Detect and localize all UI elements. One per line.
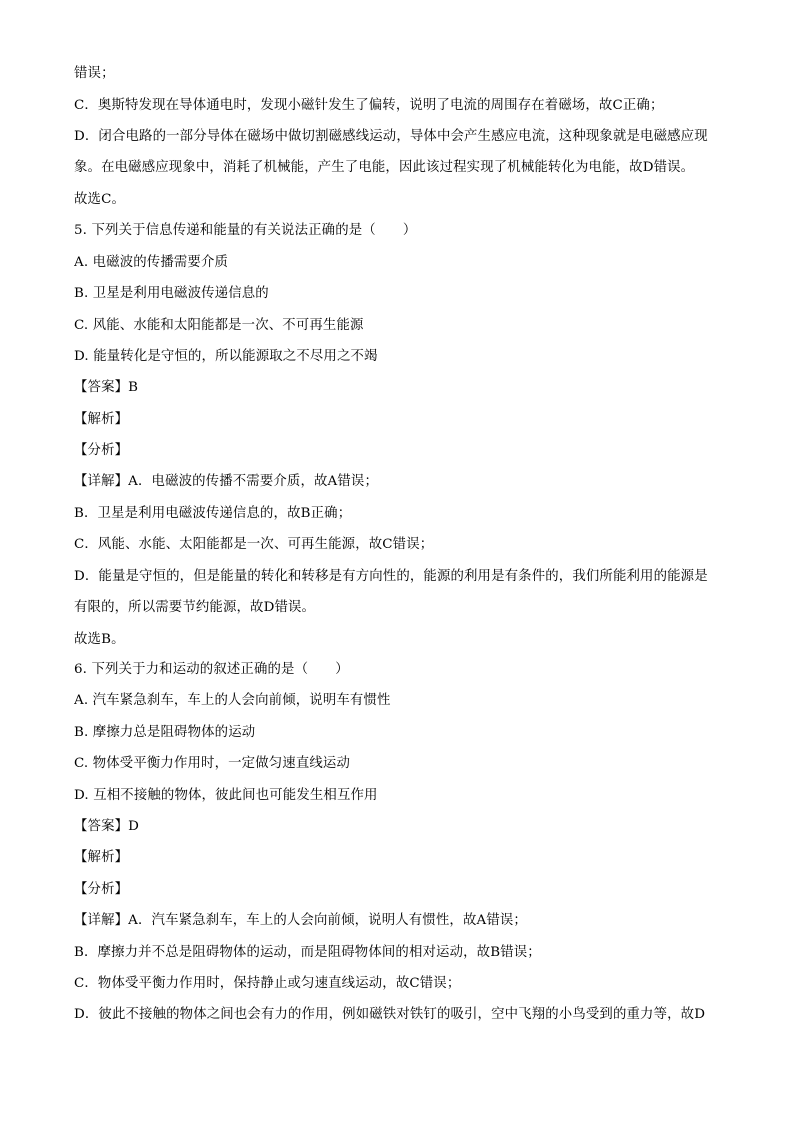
- question-5-detail-b: B．卫星是利用电磁波传递信息的，故B正确；: [74, 506, 352, 521]
- question-6-analysis-label: 【解析】: [74, 850, 129, 865]
- text-line-5: 故选C。: [74, 192, 126, 207]
- question-6-detail-c: C．物体受平衡力作用时，保持静止或匀速直线运动，故C错误；: [74, 976, 461, 991]
- question-6-option-c: C. 物体受平衡力作用时，一定做匀速直线运动: [74, 756, 351, 771]
- question-6-answer: 【答案】D: [74, 819, 140, 834]
- question-5-option-d: D. 能量转化是守恒的，所以能源取之不尽用之不竭: [74, 349, 378, 364]
- question-5-option-c: C. 风能、水能和太阳能都是一次、不可再生能源: [74, 318, 364, 333]
- question-5-option-b: B. 卫星是利用电磁波传递信息的: [74, 286, 269, 301]
- question-5-detail-a: 【详解】A．电磁波的传播不需要介质，故A错误；: [74, 474, 378, 489]
- question-5-analysis-label: 【解析】: [74, 412, 129, 427]
- question-6-stem: 6. 下列关于力和运动的叙述正确的是（ ）: [74, 662, 349, 677]
- question-5-detail-d-1: D．能量是守恒的，但是能量的转化和转移是有方向性的，能源的利用是有条件的，我们所能利用的能源是: [74, 569, 708, 584]
- question-6-option-d: D. 互相不接触的物体，彼此间也可能发生相互作用: [74, 788, 378, 803]
- question-5-detail-c: C．风能、水能、太阳能都是一次、可再生能源，故C错误；: [74, 537, 434, 552]
- question-6-fenxi-label: 【分析】: [74, 882, 129, 897]
- question-5-fenxi-label: 【分析】: [74, 443, 129, 458]
- text-line-4: 象。在电磁感应现象中，消耗了机械能，产生了电能，因此该过程实现了机械能转化为电能，故D错误。: [74, 160, 695, 175]
- question-6-option-a: A. 汽车紧急刹车，车上的人会向前倾，说明车有惯性: [74, 693, 391, 708]
- text-line-2: C．奥斯特发现在导体通电时，发现小磁针发生了偏转，说明了电流的周围存在着磁场，故C正确；: [74, 98, 664, 113]
- text-line-3: D．闭合电路的一部分导体在磁场中做切割磁感线运动，导体中会产生感应电流，这种现象就是电磁感应现: [74, 129, 708, 144]
- question-6-detail-a: 【详解】A．汽车紧急刹车，车上的人会向前倾，说明人有惯性，故A错误；: [74, 913, 527, 928]
- question-5-answer: 【答案】B: [74, 380, 139, 395]
- question-6-option-b: B. 摩擦力总是阻碍物体的运动: [74, 725, 256, 740]
- question-5-detail-d-2: 有限的，所以需要节约能源，故D错误。: [74, 600, 316, 615]
- text-line-1: 错误；: [74, 66, 115, 81]
- question-5-stem: 5. 下列关于信息传递和能量的有关说法正确的是（ ）: [74, 223, 417, 238]
- question-5-conclusion: 故选B。: [74, 632, 125, 647]
- question-6-detail-d: D．彼此不接触的物体之间也会有力的作用，例如磁铁对铁钉的吸引，空中飞翔的小鸟受到的重力等，故D: [74, 1007, 706, 1022]
- question-6-detail-b: B．摩擦力并不总是阻碍物体的运动，而是阻碍物体间的相对运动，故B错误；: [74, 945, 541, 960]
- question-5-option-a: A. 电磁波的传播需要介质: [74, 255, 229, 270]
